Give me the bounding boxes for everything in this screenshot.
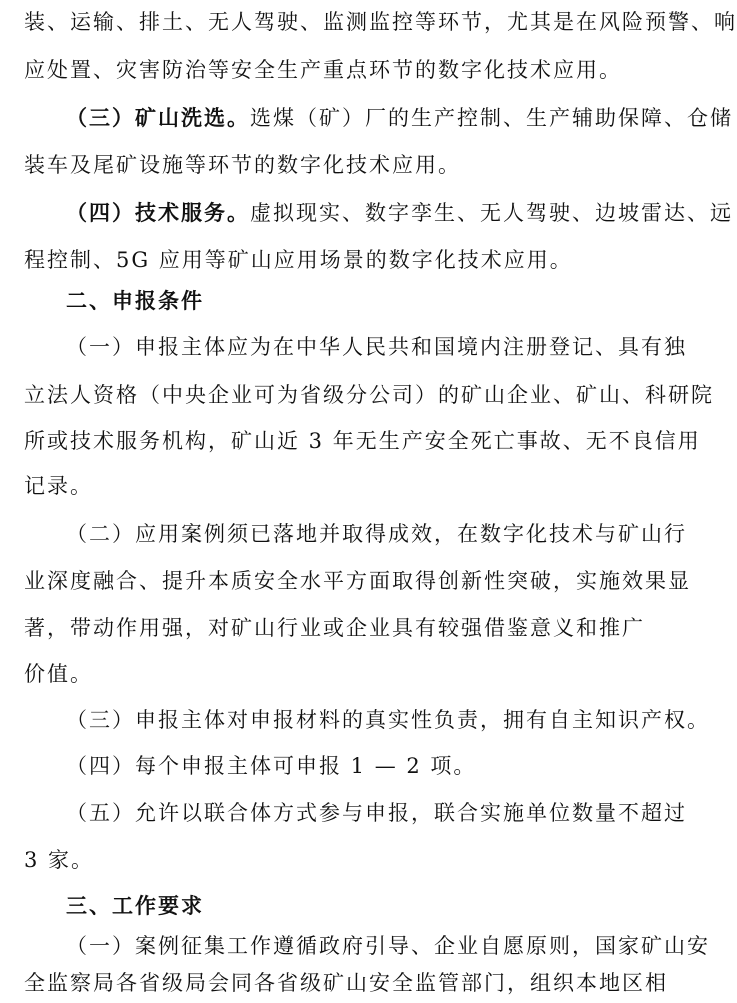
condition-4: （四）每个申报主体可申报 1 — 2 项。 bbox=[66, 754, 477, 778]
intro-line-2: 应处置、灾害防治等安全生产重点环节的数字化技术应用。 bbox=[24, 58, 622, 82]
requirement-1-line-1: （一）案例征集工作遵循政府引导、企业自愿原则，国家矿山安 bbox=[66, 934, 710, 958]
condition-2-line-2: 业深度融合、提升本质安全水平方面取得创新性突破，实施效果显 bbox=[24, 569, 691, 593]
section-2-heading: 二、申报条件 bbox=[66, 289, 204, 313]
condition-1-line-2: 立法人资格（中央企业可为省级分公司）的矿山企业、矿山、科研院 bbox=[24, 383, 714, 407]
item-3-line-2: 装车及尾矿设施等环节的数字化技术应用。 bbox=[24, 153, 461, 177]
condition-1-line-3: 所或技术服务机构，矿山近 3 年无生产安全死亡事故、无不良信用 bbox=[24, 429, 701, 453]
condition-3: （三）申报主体对申报材料的真实性负责，拥有自主知识产权。 bbox=[66, 708, 710, 732]
condition-2-line-1: （二）应用案例须已落地并取得成效，在数字化技术与矿山行 bbox=[66, 522, 687, 546]
condition-2-line-4: 价值。 bbox=[24, 662, 93, 686]
condition-5-line-2: 3 家。 bbox=[24, 848, 95, 872]
item-4-text: 虚拟现实、数字孪生、无人驾驶、边坡雷达、远 bbox=[250, 201, 733, 225]
condition-2-line-3: 著，带动作用强，对矿山行业或企业具有较强借鉴意义和推广 bbox=[24, 616, 645, 640]
item-4-line-1 bbox=[24, 193, 733, 233]
condition-1-line-1: （一）申报主体应为在中华人民共和国境内注册登记、具有独 bbox=[66, 335, 687, 359]
item-4-line-2: 程控制、5G 应用等矿山应用场景的数字化技术应用。 bbox=[24, 248, 573, 272]
item-3-line-1 bbox=[24, 98, 733, 138]
requirement-1-line-2: 全监察局各省级局会同各省级矿山安全监管部门，组织本地区相 bbox=[24, 971, 668, 995]
item-4-label: （四）技术服务。 bbox=[66, 200, 250, 225]
condition-1-line-4: 记录。 bbox=[24, 474, 93, 498]
section-3-heading: 三、工作要求 bbox=[66, 894, 204, 918]
condition-5-line-1: （五）允许以联合体方式参与申报，联合实施单位数量不超过 bbox=[66, 801, 687, 825]
intro-line-1: 装、运输、排土、无人驾驶、监测监控等环节，尤其是在风险预警、响 bbox=[24, 10, 737, 34]
item-3-text: 选煤（矿）厂的生产控制、生产辅助保障、仓储 bbox=[250, 106, 733, 130]
item-3-label: （三）矿山洗选。 bbox=[66, 105, 250, 130]
